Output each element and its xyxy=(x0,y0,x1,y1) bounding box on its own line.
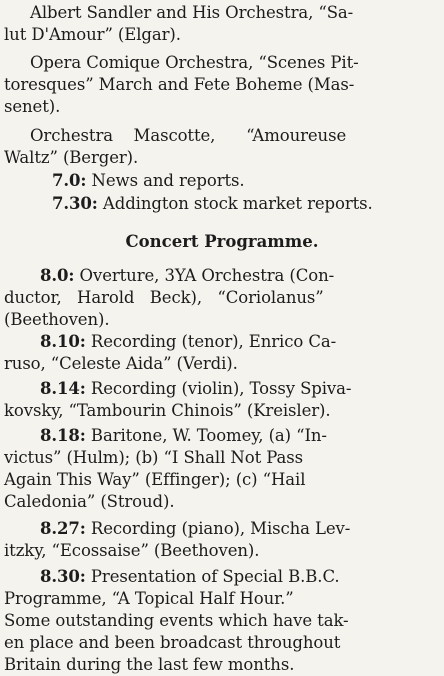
entry-text: Baritone, W. Toomey, (a) “In- xyxy=(85,426,327,445)
text-line: Programme, “A Topical Half Hour.” xyxy=(4,589,294,608)
time-label: 8.10: xyxy=(40,332,86,351)
time-label: 7.0: xyxy=(52,171,87,190)
time-label: 8.0: xyxy=(40,266,75,285)
entry-text: Addington stock market reports. xyxy=(97,194,373,213)
text-line: senet). xyxy=(4,97,61,116)
entry-text: Recording (violin), Tossy Spiva- xyxy=(85,379,352,398)
text-line: Caledonia” (Stroud). xyxy=(4,492,175,511)
time-label: 8.30: xyxy=(40,567,86,586)
text-line: itzky, “Ecossaise” (Beethoven). xyxy=(4,541,260,560)
schedule-entry xyxy=(40,425,440,447)
text-line: kovsky, “Tambourin Chinois” (Kreisler). xyxy=(4,401,331,420)
schedule-entry xyxy=(40,518,440,540)
schedule-entry xyxy=(52,170,440,192)
text-line: Orchestra Mascotte, “Amoureuse xyxy=(30,126,347,145)
schedule-entry xyxy=(40,265,440,287)
text-line: Some outstanding events which have tak- xyxy=(4,611,349,630)
section-heading: Concert Programme. xyxy=(125,232,319,251)
schedule-entry xyxy=(52,193,440,215)
text-line: Again This Way” (Effinger); (c) “Hail xyxy=(4,470,306,489)
text-line: ruso, “Celeste Aida” (Verdi). xyxy=(4,354,238,373)
text-line: (Beethoven). xyxy=(4,310,110,329)
text-line: Britain during the last few months. xyxy=(4,655,295,674)
time-label: 8.27: xyxy=(40,519,86,538)
text-line: lut D'Amour” (Elgar). xyxy=(4,25,181,44)
entry-text: Presentation of Special B.B.C. xyxy=(85,567,340,586)
time-label: 8.14: xyxy=(40,379,86,398)
text-line: toresques” March and Fete Boheme (Mas- xyxy=(4,75,355,94)
entry-text: Recording (piano), Mischa Lev- xyxy=(85,519,351,538)
text-line: Waltz” (Berger). xyxy=(4,148,139,167)
text-line: en place and been broadcast throughout xyxy=(4,633,341,652)
schedule-entry xyxy=(40,331,440,353)
entry-text: News and reports. xyxy=(86,171,245,190)
text-line: ductor, Harold Beck), “Coriolanus” xyxy=(4,288,324,307)
entry-text: Recording (tenor), Enrico Ca- xyxy=(85,332,337,351)
text-line: Albert Sandler and His Orchestra, “Sa- xyxy=(30,3,354,22)
time-label: 7.30: xyxy=(52,194,98,213)
text-line: victus” (Hulm); (b) “I Shall Not Pass xyxy=(4,448,303,467)
schedule-entry xyxy=(40,378,440,400)
time-label: 8.18: xyxy=(40,426,86,445)
entry-text: Overture, 3YA Orchestra (Con- xyxy=(74,266,335,285)
schedule-entry xyxy=(40,566,440,588)
text-line: Opera Comique Orchestra, “Scenes Pit- xyxy=(30,53,359,72)
